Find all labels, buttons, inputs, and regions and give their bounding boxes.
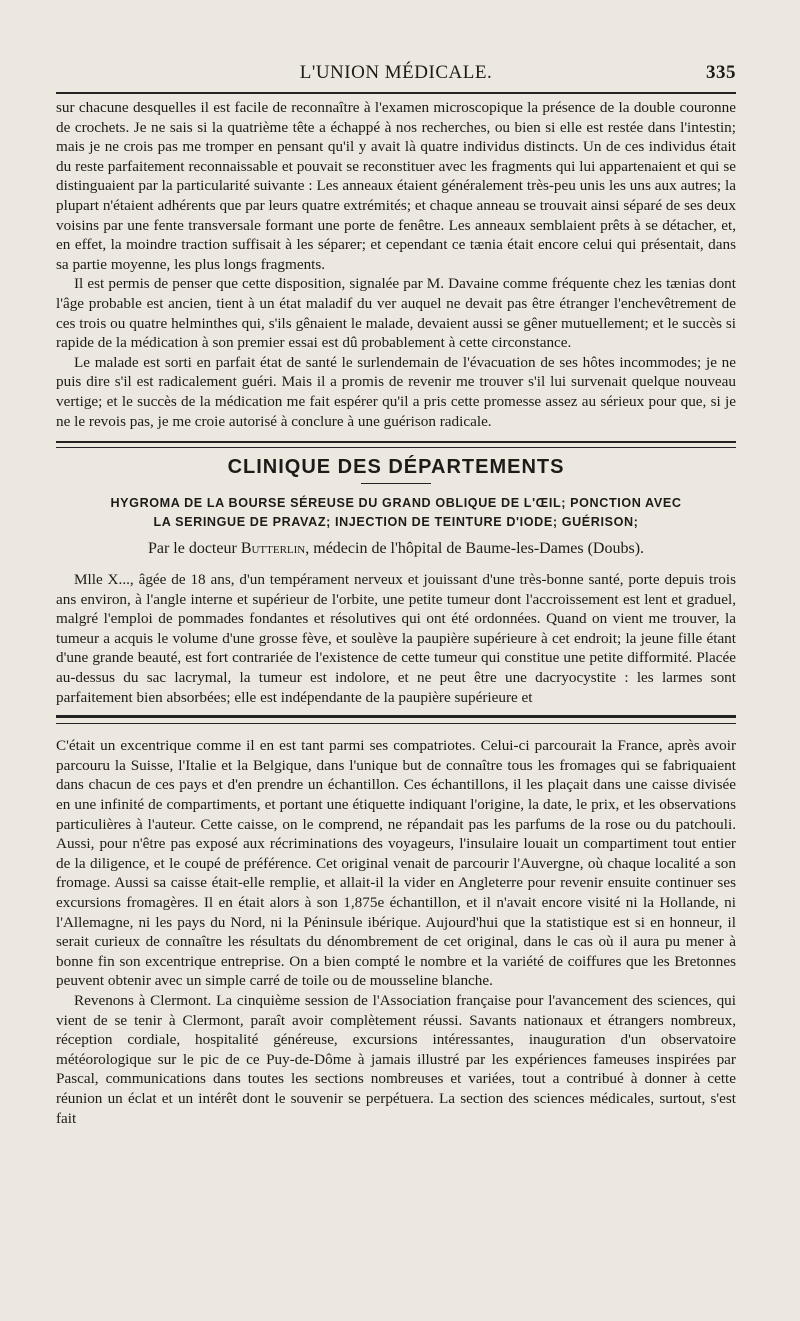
article-title-line: LA SERINGUE DE PRAVAZ; INJECTION DE TEINTURE D'IODE; GUÉRISON;: [153, 515, 639, 530]
title-underline: [361, 483, 431, 484]
paragraph: Mlle X..., âgée de 18 ans, d'un tempérament nerveux et jouissant d'une très-bonne santé, porte depuis trois ans environ, à l'angle interne et supérieur de l'orbite, une petite tumeur dont l'accroissement est lent et graduel, malgré l'emploi de pommades fondantes et résolutives qui ont été ordonnées. Quand on vient me trouver, la tumeur a acquis le volume d'une grosse fève, et soulève la paupière supérieure à cet endroit; la jeune fille étant d'une grande beauté, est fort contrariée de l'existence de cette tumeur qui constitue une petite difformité. Placée au-dessus du sac lacrymal, la tumeur est indolore, et ne peut être une dacryocystite : les larmes sont parfaitement bien absorbées; elle est indépendante de la paupière supérieure et: [56, 571, 736, 706]
article-title: [56, 494, 736, 532]
paragraph: C'était un excentrique comme il en est tant parmi ses compatriotes. Celui-ci parcourait la France, après avoir parcouru la Suisse, l'Italie et la Belgique, dans l'unique but de connaître tous les fromages qui se fabriquaient dans chacun de ces pays et d'en prendre un échantillon. Ces échantillons, il les plaçait dans une caisse divisée en une infinité de compartiments, et portant une étiquette indiquant l'origine, la date, le prix, et les observations particulières à l'auteur. Cette caisse, on le comprend, ne répandait pas les parfums de la rose ou du patchouli. Aussi, pour n'être pas exposé aux récriminations des voyageurs, l'insulaire louait un compartiment tout entier de la diligence, et le coupé de préférence. Cet original venait de parcourir l'Auvergne, où chaque localité a son fromage. Aussi sa caisse était-elle remplie, et allait-il la vider en Angleterre pour revenir ensuite continuer ses excursions fromagères. Il en était alors à son 1,875e échantillon, et il n'avait encore visité ni la Hollande, ni l'Allemagne, ni les pays du Nord, ni la Péninsule ibérique. Aujourd'hui que la statistique est si en honneur, il serait curieux de connaître les résultats du dénombrement de cet original, dans le cas où il aura pu mener à bonne fin son excentrique entreprise. On a bien compté le nombre et la variété de coiffures que les Bretonnes peuvent obtenir avec un simple carré de toile ou de mousseline blanche.: [56, 737, 736, 990]
feuilleton: [56, 736, 736, 1128]
byline: [56, 540, 736, 558]
byline-author: Butterlin: [240, 540, 306, 558]
journal-page: [56, 58, 736, 1128]
byline-prefix: Par le docteur: [147, 540, 237, 558]
section-divider: [56, 441, 736, 448]
paragraph: sur chacune desquelles il est facile de reconnaître à l'examen microscopique la présence de la double couronne de crochets. Je ne sais si la quatrième tête a échappé à nos recherches, ou bien si elle est restée dans l'intestin; mais je ne crois pas me tromper en pensant qu'il y avait là quatre individus distincts. Un de ces individus était du reste parfaitement reconnaissable et pouvait se reconstituer avec les fragments qui lui appartenaient et qui se distinguaient par la particularité suivante : Les anneaux étaient généralement très-peu unis les uns aux autres; la plupart n'étaient adhérents que par leurs quatre extrémités; et chaque anneau se trouvait ainsi séparé de ses deux voisins par une fente transversale formant une porte de fenêtre. Les anneaux semblaient prêts à se détacher, et, en effet, la moindre traction suffisait à les séparer; et cependant ce tænia était encore celui qui présentait, dans sa partie moyenne, les plus longs fragments.: [56, 99, 736, 273]
header-rule: [56, 92, 736, 94]
top-article: [56, 98, 736, 431]
section-title: CLINIQUE DES DÉPARTEMENTS: [227, 456, 565, 479]
page-number: 335: [706, 62, 736, 83]
journal-title: L'UNION MÉDICALE.: [299, 62, 493, 83]
feuilleton-divider: [56, 715, 736, 724]
paragraph: Le malade est sorti en parfait état de santé le surlendemain de l'évacuation de ses hôtes incommodes; je ne puis dire s'il est radicalement guéri. Mais il a promis de revenir me trouver s'il lui survenait quelque nouveau vertige; et le succès de la médication me fait espérer qu'il a pris cette promesse assez au sérieux pour que, si je ne le revois pas, je me croie autorisé à conclure à une guérison radicale.: [56, 353, 736, 430]
paragraph: Revenons à Clermont. La cinquième session de l'Association française pour l'avancement des sciences, qui vient de se tenir à Clermont, paraît avoir complètement réussi. Savants nationaux et étrangers nombreux, réception cordiale, hospitalité généreuse, excursions intéressantes, inauguration d'un observatoire météorologique sur le pic de ce Puy-de-Dôme à jamais illustré par les expériences fameuses inspirées par Pascal, communications dans toutes les sections nombreuses et variées, tout a contribué à donner à cette réunion un éclat et un intérêt dont le souvenir se perpétuera. La section des sciences médicales, surtout, s'est fait: [56, 991, 736, 1127]
article-title-line: HYGROMA DE LA BOURSE SÉREUSE DU GRAND OBLIQUE DE L'ŒIL; PONCTION AVEC: [110, 496, 682, 511]
byline-suffix: , médecin de l'hôpital de Baume-les-Dames (Doubs).: [305, 540, 645, 558]
running-header: [56, 58, 736, 88]
paragraph: Il est permis de penser que cette disposition, signalée par M. Davaine comme fréquente chez les tænias dont l'âge probable est ancien, tient à un état maladif du ver auquel ne devait pas être étranger l'enchevêtrement de ces trois ou quatre helminthes qui, s'ils gênaient le malade, devaient aussi se gêner mutuellement; et le succès si rapide de la médication à son premier essai est dû probablement à cette circonstance.: [56, 275, 736, 352]
clinique-section: [56, 456, 736, 707]
